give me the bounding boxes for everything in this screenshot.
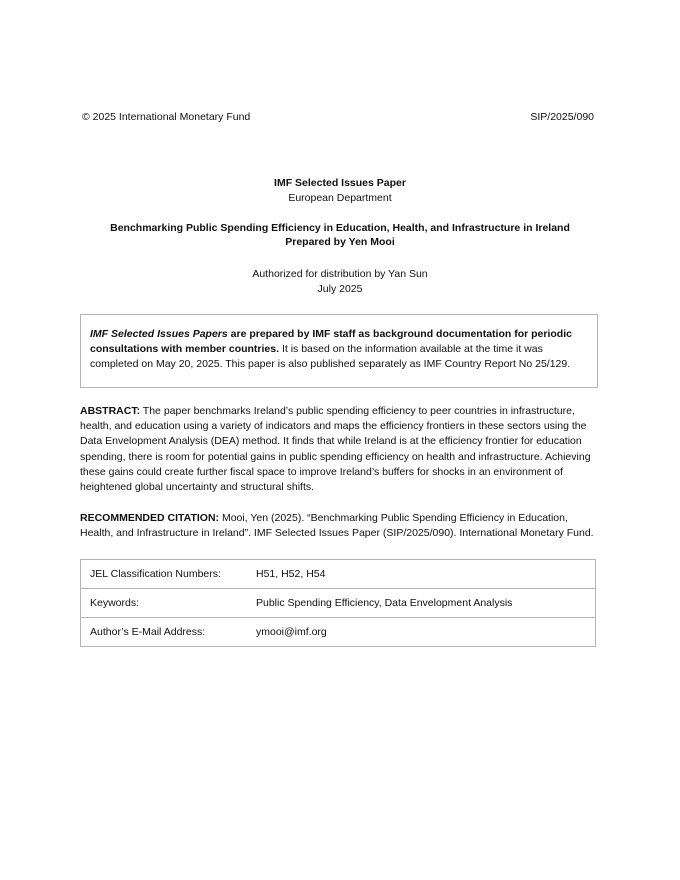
paper-title: Benchmarking Public Spending Efficiency in Education, Health, and Infrastructure in Ireland bbox=[110, 222, 570, 234]
publication-date: July 2025 bbox=[317, 283, 363, 295]
jel-label: JEL Classification Numbers: bbox=[81, 560, 257, 589]
paper-id: SIP/2025/090 bbox=[530, 111, 594, 123]
table-row bbox=[81, 560, 596, 589]
email-label: Author’s E-Mail Address: bbox=[81, 618, 257, 647]
metadata-table bbox=[80, 559, 596, 647]
series-title: IMF Selected Issues Paper bbox=[274, 177, 406, 189]
table-row bbox=[81, 618, 596, 647]
abstract-label: ABSTRACT: bbox=[80, 405, 141, 417]
abstract bbox=[80, 404, 600, 495]
disclaimer-text: It is based on the information available at the time it was completed on May 20, 2025. This paper is also published separately as IMF Country Report No 25/129. bbox=[90, 343, 571, 370]
abstract-text: The paper benchmarks Ireland’s public spending efficiency to peer countries in infrastructure, health, and education using a variety of indicators and maps the efficiency frontiers in these sectors using the Data Envelopment Analysis (DEA) method. It finds that while Ireland is at the efficiency frontier for education spending, there is room for potential gains in public spending efficiency on health and infrastructure. Achieving these gains could create further fiscal space to improve Ireland’s buffers for shocks in an environment of heightened global uncertainty and structural shifts. bbox=[80, 405, 591, 494]
citation-label: RECOMMENDED CITATION: bbox=[80, 512, 220, 524]
disclaimer-series: IMF Selected Issues Papers bbox=[90, 328, 228, 340]
email-value: ymooi@imf.org bbox=[256, 618, 596, 647]
author-line: Prepared by Yen Mooi bbox=[285, 236, 395, 248]
disclaimer-box bbox=[80, 314, 598, 388]
copyright-notice: © 2025 International Monetary Fund bbox=[82, 111, 251, 123]
department: European Department bbox=[288, 192, 392, 204]
keywords-label: Keywords: bbox=[81, 589, 257, 618]
citation-text: Mooi, Yen (2025). “Benchmarking Public Spending Efficiency in Education, Health, and Infrastructure in Ireland”. IMF Selected Issues Paper (SIP/2025/090). International Monetary Fund. bbox=[80, 512, 594, 540]
keywords-value: Public Spending Efficiency, Data Envelopment Analysis bbox=[256, 589, 596, 618]
table-row bbox=[81, 589, 596, 618]
jel-value: H51, H52, H54 bbox=[256, 560, 596, 589]
authorization: Authorized for distribution by Yan Sun bbox=[252, 268, 428, 280]
disclaimer-bold: are prepared by IMF staff as background documentation for periodic consultations with member countries. bbox=[90, 328, 572, 355]
citation bbox=[80, 511, 600, 541]
